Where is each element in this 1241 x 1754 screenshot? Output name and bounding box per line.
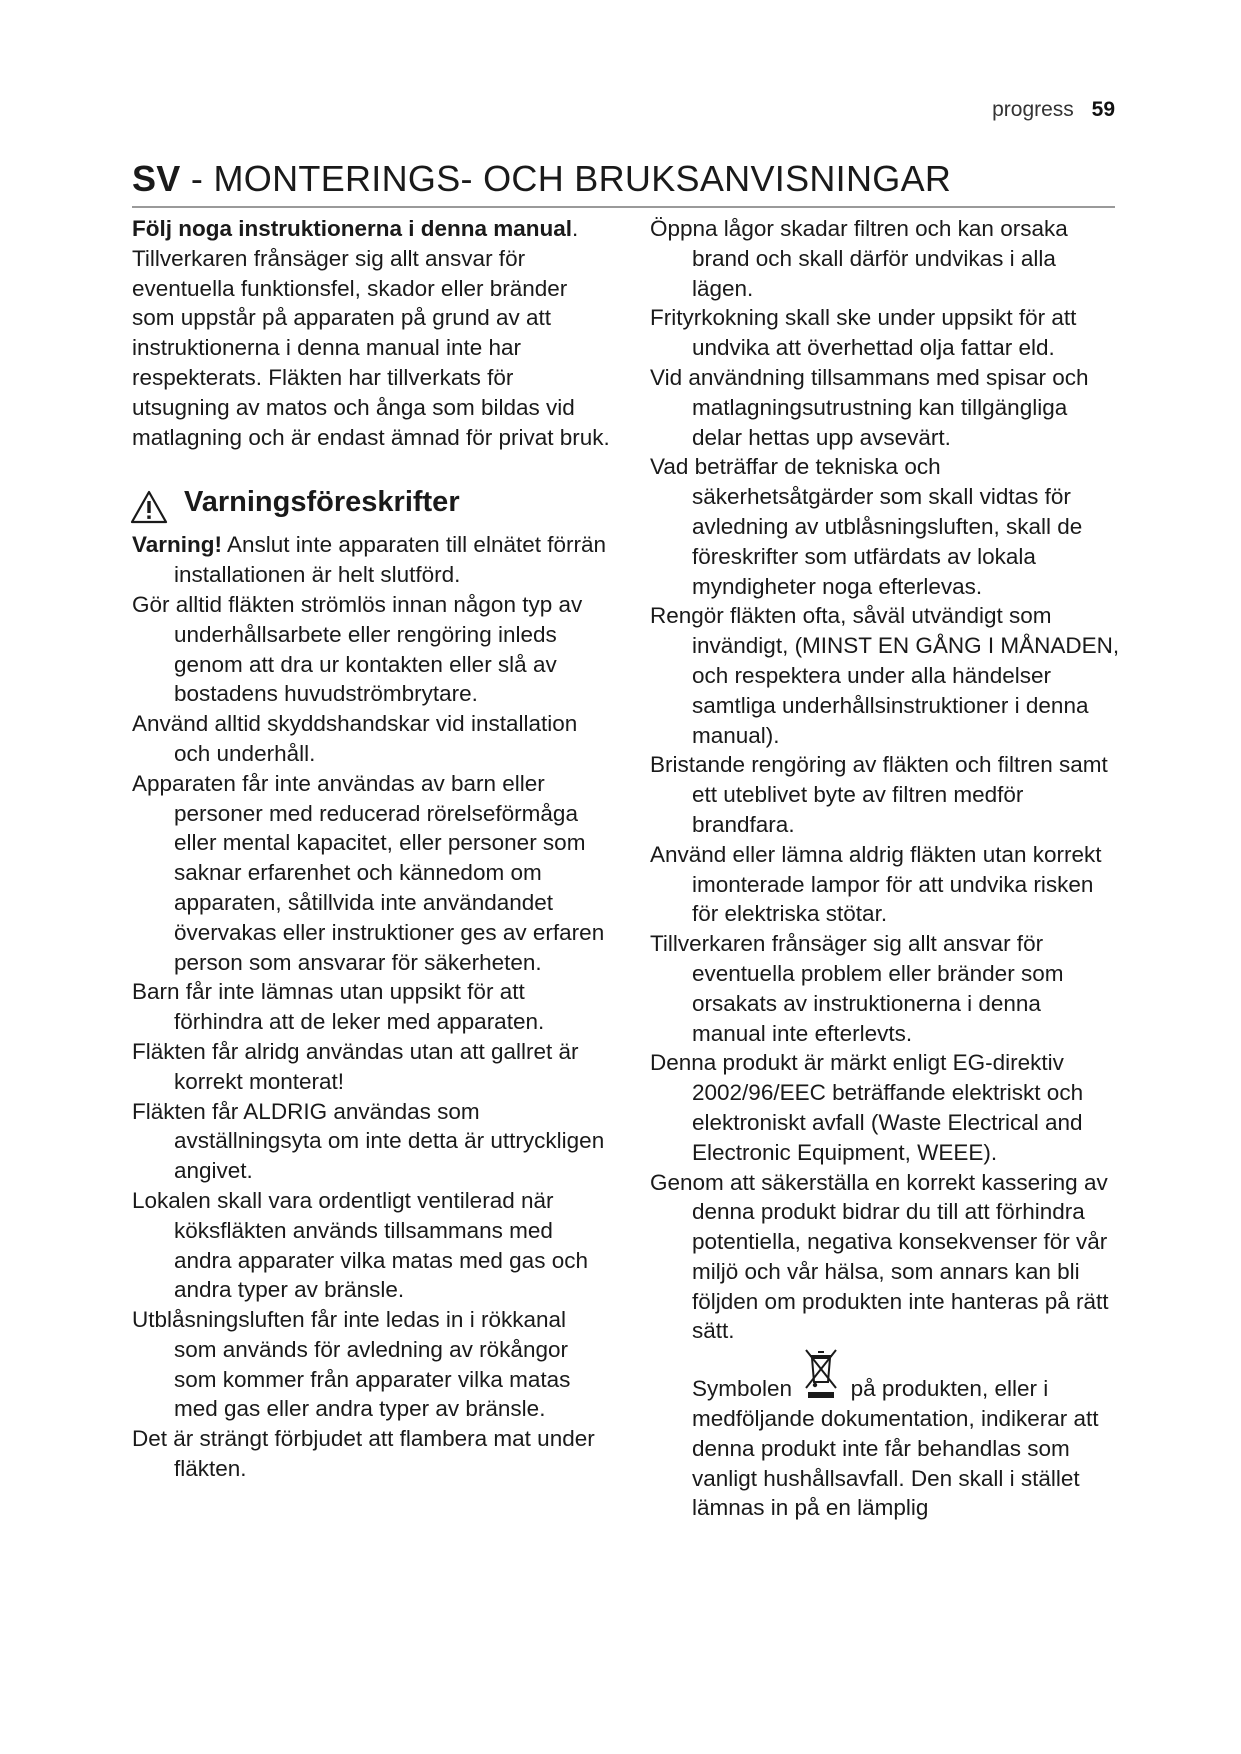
- warning-item: Utblåsningsluften får inte ledas in i rökkanal som används för avledning av rökångor som kommer från apparater vilka matas med gas eller andra typer av bränsle.: [132, 1307, 571, 1422]
- right-item: Använd eller lämna aldrig fläkten utan korrekt imonterade lampor för att undvika risken för elektriska stötar.: [650, 841, 1102, 927]
- warnings-list: [132, 530, 612, 1484]
- page-title: [132, 158, 951, 200]
- warning-item: Det är strängt förbjudet att flambera mat under fläkten.: [132, 1426, 595, 1482]
- symbol-after: på produkten, eller i medföljande dokumentation, indikerar att denna produkt inte får behandlas som vanligt hushållsavfall. Den skall i stället lämnas in på en lämplig: [692, 1376, 1099, 1521]
- title-rule: [132, 206, 1115, 208]
- warning-first-text: Anslut inte apparaten till elnätet förrän installationen är helt slutförd.: [174, 532, 607, 588]
- warning-label: Varning!: [132, 532, 223, 558]
- warning-item: [132, 530, 612, 590]
- right-item: Genom att säkerställa en korrekt kassering av denna produkt bidrar du till att förhindra potentiella, negativa konsekvenser för vår miljö och vår hälsa, som annars kan bli följden om produkten inte hanteras på rätt sätt.: [650, 1169, 1109, 1344]
- right-item: Vid användning tillsammans med spisar och matlagningsutrustning kan tillgängliga delar hettas upp avsevärt.: [650, 364, 1089, 450]
- symbol-paragraph: [650, 1346, 1120, 1523]
- page-header: [992, 98, 1115, 122]
- right-item: Denna produkt är märkt enligt EG-direktiv 2002/96/EEC beträffande elektriskt och elektroniskt avfall (Waste Electrical and Electronic Equipment, WEEE).: [650, 1050, 1084, 1165]
- warnings-heading: [132, 486, 612, 530]
- warnings-heading-text: Varningsföreskrifter: [184, 486, 460, 519]
- right-item: Tillverkaren frånsäger sig allt ansvar för eventuella problem eller bränder som orsakats av instruktionerna i denna manual inte efterlevts.: [650, 931, 1064, 1046]
- left-column: [132, 214, 612, 1484]
- intro-bold: Följ noga instruktionerna i denna manual: [132, 216, 573, 241]
- right-item: Frityrkokning skall ske under uppsikt för att undvika att överhettad olja fattar eld.: [650, 305, 1077, 361]
- warning-item: Fläkten får alridg användas utan att gallret är korrekt monterat!: [132, 1038, 579, 1094]
- page-number: 59: [1091, 98, 1115, 121]
- title-text: - MONTERINGS- OCH BRUKSANVISNINGAR: [180, 158, 952, 199]
- warning-item: Apparaten får inte användas av barn eller personer med reducerad rörelseförmåga eller mental kapacitet, eller personer som saknar erfarenhet och kännedom om apparaten, såtillvida inte användandet övervakas eller instruktioner ges av erfaren person som ansvarar för säkerheten.: [132, 770, 605, 975]
- intro-paragraph: [132, 214, 612, 452]
- symbol-before: Symbolen: [692, 1376, 793, 1402]
- warning-item: Barn får inte lämnas utan uppsikt för att förhindra att de leker med apparaten.: [132, 979, 545, 1035]
- warning-triangle-icon: [130, 490, 168, 524]
- warning-item: Lokalen skall vara ordentligt ventilerad när köksfläkten används tillsammans med andra apparater vilka matas med gas och andra typer av bränsle.: [132, 1187, 588, 1303]
- intro-rest: . Tillverkaren frånsäger sig allt ansvar för eventuella funktionsfel, skador eller bränder som uppstår på apparaten på grund av att instruktionerna i denna manual inte har respekterats. Fläkten har tillverkats för utsugning av matos och ånga som bildas vid matlagning och är endast ämnad för privat bruk.: [132, 216, 610, 450]
- right-item: Vad beträffar de tekniska och säkerhetsåtgärder som skall vidtas för avledning av utblåsningsluften, skall de föreskrifter som utfärdats av lokala myndigheter noga efterlevas.: [650, 454, 1083, 599]
- warning-item: Använd alltid skyddshandskar vid installation och underhåll.: [132, 711, 578, 766]
- language-code: SV: [132, 158, 181, 199]
- crossed-bin-icon: [802, 1346, 840, 1402]
- warning-item: Gör alltid fläkten strömlös innan någon typ av underhållsarbete eller rengöring inleds genom att dra ur kontakten eller slå av bostadens huvudströmbrytare.: [132, 591, 583, 707]
- right-item: Rengör fläkten ofta, såväl utvändigt som invändigt, (MINST EN GÅNG I MÅNADEN, och respektera under alla händelser samtliga underhållsinstruktioner i denna manual).: [650, 603, 1120, 748]
- right-item: Bristande rengöring av fläkten och filtren samt ett uteblivet byte av filtren medför brandfara.: [650, 752, 1108, 837]
- warning-item: Fläkten får ALDRIG användas som avställningsyta om inte detta är uttryckligen angivet.: [132, 1098, 605, 1184]
- brand-name: progress: [992, 98, 1074, 121]
- right-column: [650, 214, 1120, 1523]
- right-item: Öppna lågor skadar filtren och kan orsaka brand och skall därför undvikas i alla lägen.: [650, 216, 1068, 301]
- right-list: [650, 214, 1120, 1346]
